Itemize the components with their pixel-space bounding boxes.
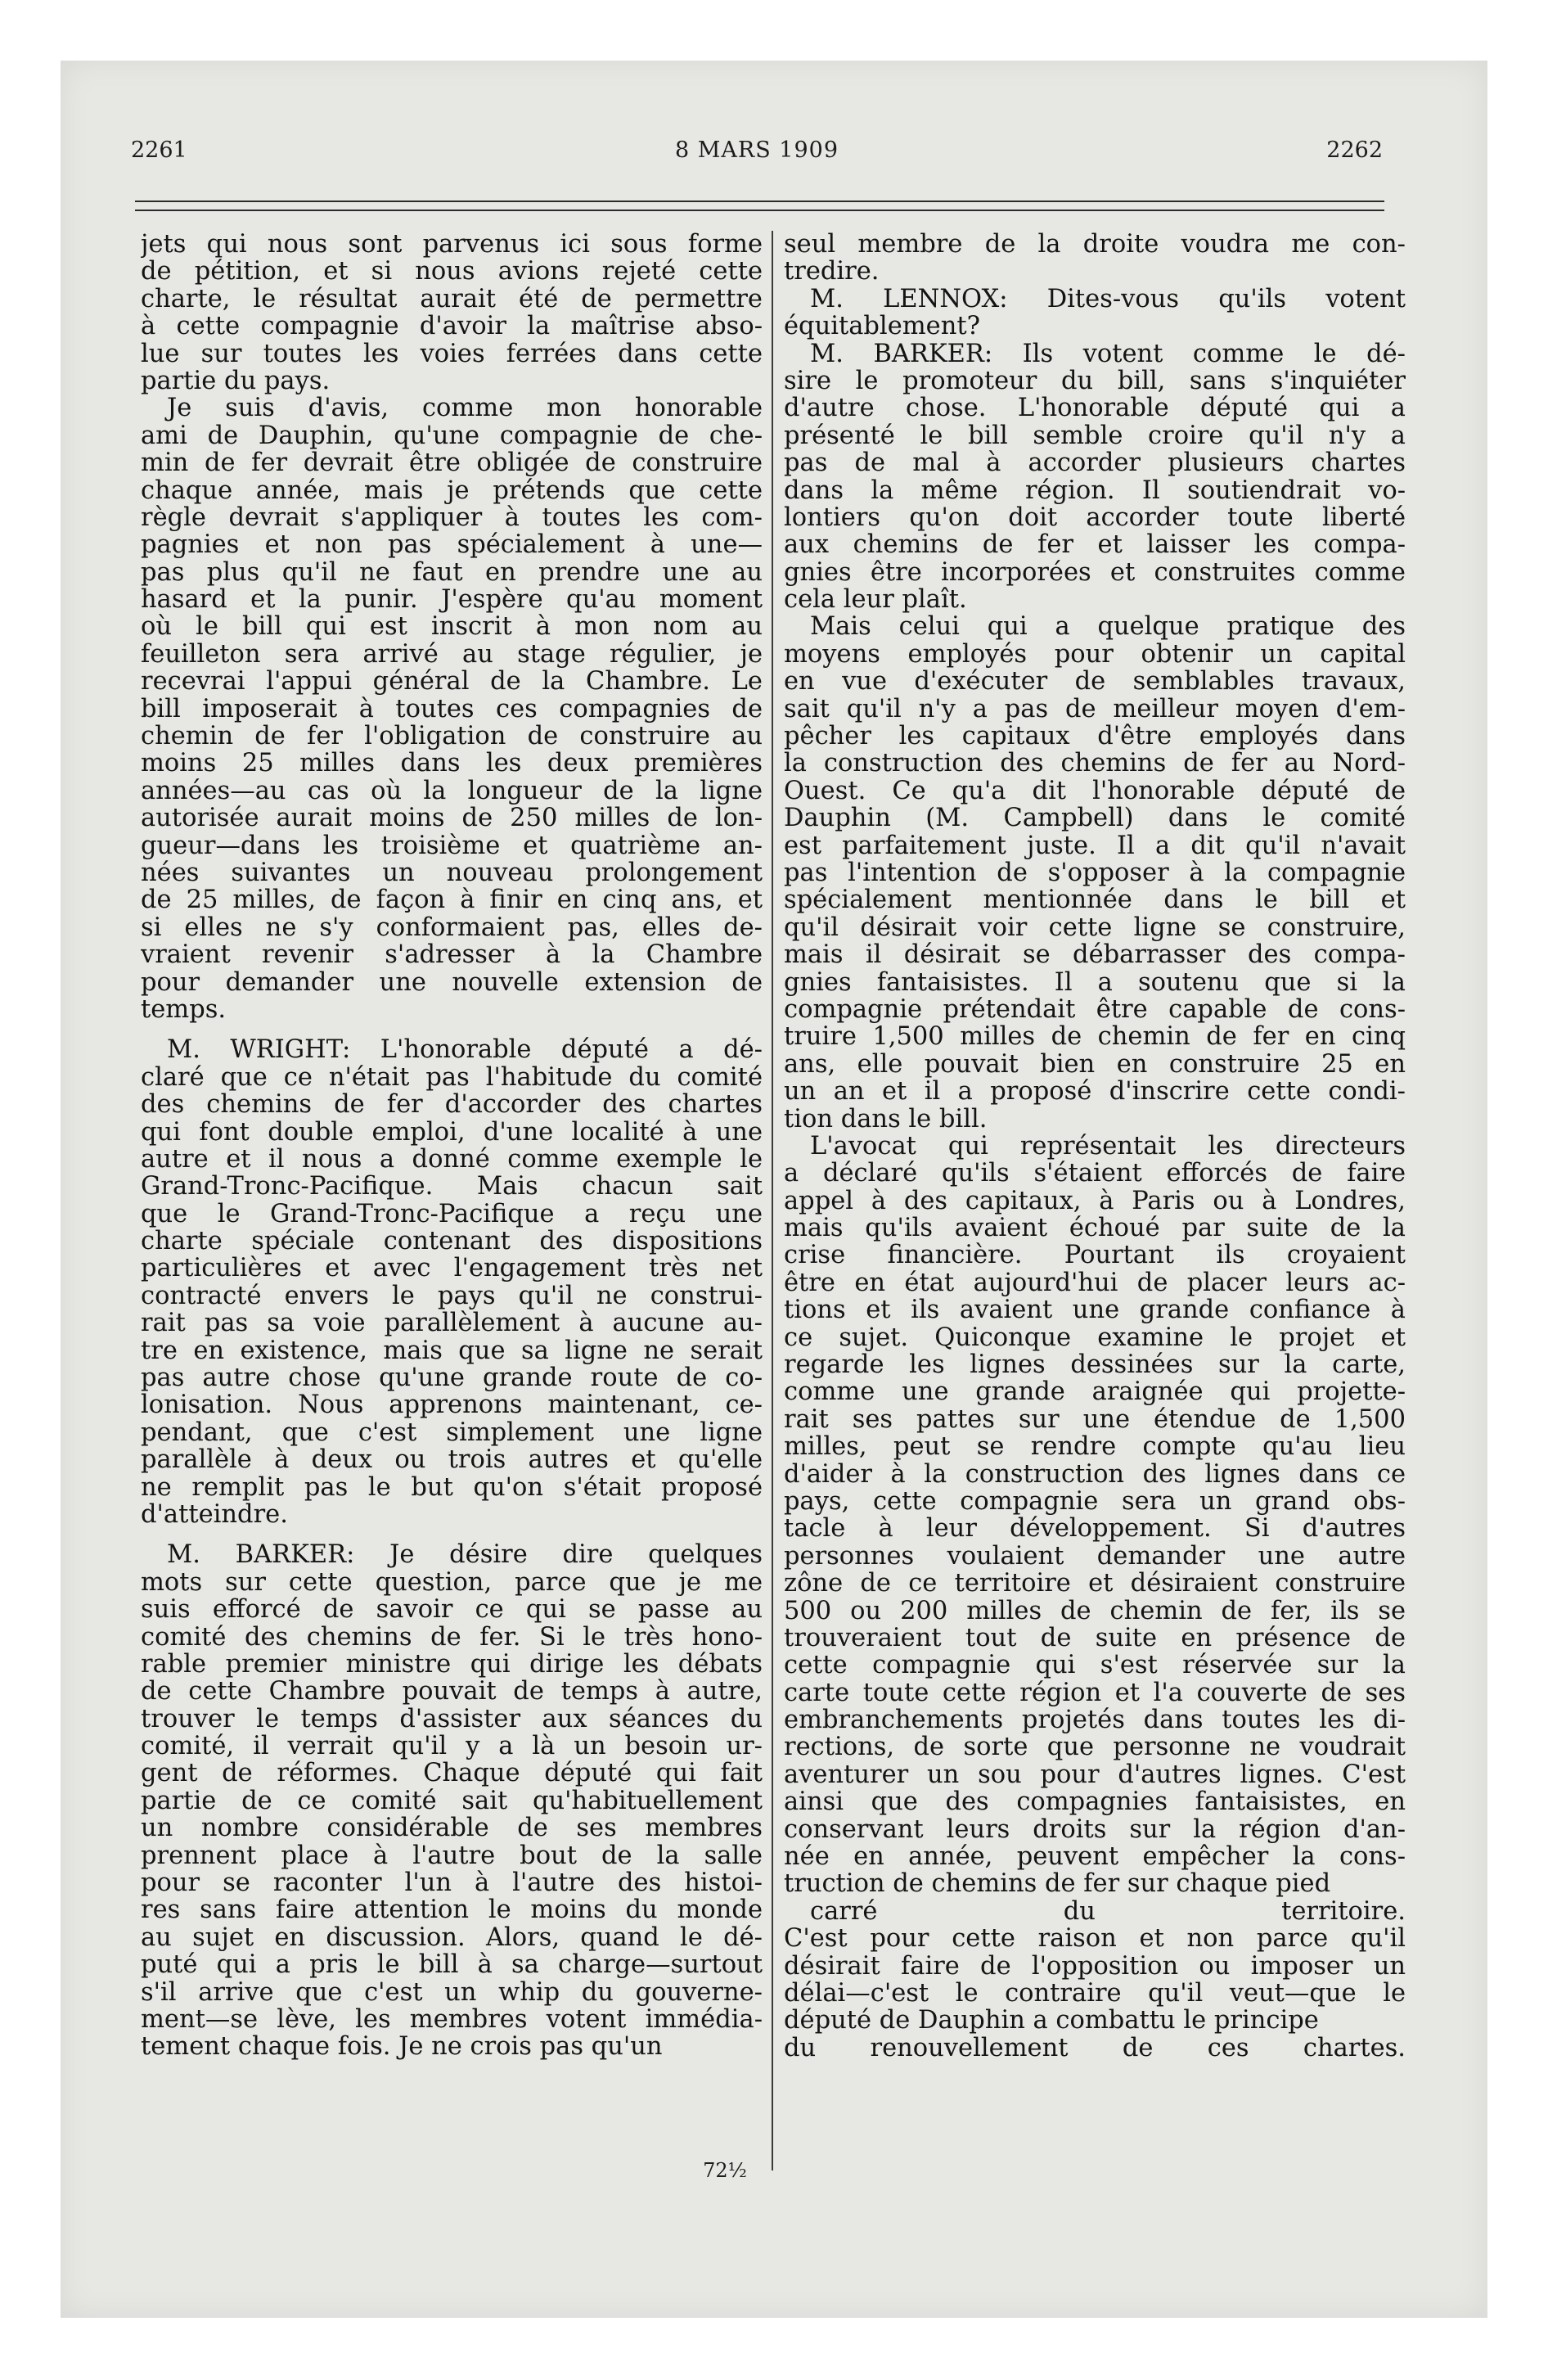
page-number-left: 2261 [131,137,187,163]
text-line: Dauphin (M. Campbell) dans le comité [784,805,1406,832]
text-line: sire le promoteur du bill, sans s'inquiéter [784,367,1406,395]
text-line: L'avocat qui représentait les directeurs [810,1132,1406,1161]
text-line: un nombre considérable de ses membres [141,1814,763,1842]
text-line: autorisée aurait moins de 250 milles de lon- [141,805,763,832]
text-line: tement chaque fois. Je ne crois pas qu'un [141,2033,663,2061]
text-line: min de fer devrait être obligée de construire [141,449,763,477]
text-line: zône de ce territoire et désiraient construire [784,1570,1406,1598]
text-line: de pétition, et si nous avions rejeté cette [141,258,763,286]
text-line: lonisation. Nous apprenons maintenant, ce- [141,1391,763,1419]
text-line: présenté le bill semble croire qu'il n'y a [784,421,1406,450]
text-line: d'autre chose. L'honorable député qui a [784,394,1406,422]
right-column [784,231,1406,2062]
text-line: d'aider à la construction des lignes dans ce [784,1460,1406,1488]
text-line: cette compagnie qui s'est réservée sur la [784,1652,1406,1679]
text-line: lontiers qu'on doit accorder toute liberté [784,503,1406,532]
text-line: de cette Chambre pouvait de temps à autre, [141,1678,763,1706]
text-line: pour demander une nouvelle extension de [141,968,763,996]
text-line: hasard et la punir. J'espère qu'au moment [141,586,763,614]
text-line: particulières et avec l'engagement très net [141,1255,763,1282]
text-line: qui font double emploi, d'une localité à une [141,1118,763,1146]
text-line: pour se raconter l'un à l'autre des histoi- [141,1869,763,1897]
text-line: d'atteindre. [141,1500,288,1529]
text-line: tions et ils avaient une grande confiance à [784,1296,1406,1324]
paragraph-gap [141,1528,763,1541]
text-line: autre et il nous a donné comme exemple le [141,1145,763,1174]
paragraph-gap [141,1023,763,1036]
text-line: ami de Dauphin, qu'une compagnie de che- [141,421,763,450]
text-line: comité, il verrait qu'il y a là un besoin ur- [141,1733,763,1760]
text-line: tion dans le bill. [784,1105,988,1133]
page-number-right: 2262 [1326,137,1383,163]
text-line: Grand-Tronc-Pacifique. Mais chacun sait [141,1173,763,1201]
text-line: mais qu'ils avaient échoué par suite de la [784,1215,1406,1242]
column-divider [772,231,773,2170]
text-line: Mais celui qui a quelque pratique des [810,613,1406,641]
text-line: appel à des capitaux, à Paris ou à Londres, [784,1187,1406,1215]
text-line: temps. [141,995,227,1024]
page-title: 8 MARS 1909 [674,137,839,163]
text-line: aventurer un sou pour d'autres lignes. C'est [784,1760,1406,1789]
text-line: député de Dauphin a combattu le principe [784,2007,1319,2035]
text-line: conservant leurs droits sur la région d'an- [784,1815,1406,1844]
text-line: où le bill qui est inscrit à mon nom au [141,613,763,641]
text-line: M. BARKER: Ils votent comme le dé- [810,340,1406,367]
text-line: regarde les lignes dessinées sur la carte, [784,1351,1406,1379]
text-line: née en année, peuvent empêcher la cons- [784,1843,1406,1871]
text-line: a déclaré qu'ils s'étaient efforcés de faire [784,1160,1406,1188]
text-line: crise financière. Pourtant ils croyaient [784,1242,1406,1269]
text-line: carte toute cette région et l'a couverte de ses [784,1679,1406,1707]
text-line: truire 1,500 milles de chemin de fer en cinq [784,1023,1406,1051]
text-line: truction de chemins de fer sur chaque pied [784,1870,1331,1898]
text-line: de 25 milles, de façon à finir en cinq ans, et [141,886,763,914]
text-line: mais il désirait se débarrasser des compa- [784,941,1406,969]
text-line: partie de ce comité sait qu'habituellement [141,1787,763,1815]
text-line: règle devrait s'appliquer à toutes les com- [141,503,763,532]
text-line: ans, elle pouvait bien en construire 25 en [784,1050,1406,1079]
text-line: pas plus qu'il ne faut en prendre une au [141,558,763,587]
text-line: claré que ce n'était pas l'habitude du comité [141,1063,763,1092]
text-line: M. WRIGHT: L'honorable député a dé- [167,1036,763,1064]
text-line: comme une grande araignée qui projette- [784,1378,1406,1406]
text-line: embranchements projetés dans toutes les di- [784,1706,1406,1734]
text-line: 500 ou 200 milles de chemin de fer, ils se [784,1597,1406,1625]
text-line: prennent place à l'autre bout de la salle [141,1841,763,1870]
text-line: compagnie prétendait être capable de cons- [784,995,1406,1024]
text-line: gueur—dans les troisième et quatrième an- [141,832,763,859]
text-line: pays, cette compagnie sera un grand obs- [784,1487,1406,1516]
text-line: tre en existence, mais que sa ligne ne serait [141,1336,763,1365]
text-line: un an et il a proposé d'inscrire cette condi- [784,1078,1406,1106]
text-line: spécialement mentionnée dans le bill et [784,886,1406,914]
text-line: dans la même région. Il soutiendrait vo- [784,476,1406,504]
text-line: ainsi que des compagnies fantaisistes, en [784,1788,1406,1816]
text-line: ment—se lève, les membres votent immédia- [141,2006,763,2034]
text-line: la construction des chemins de fer au Nord- [784,750,1406,778]
text-line: aux chemins de fer et laisser les compa- [784,531,1406,559]
text-line: pas de mal à accorder plusieurs chartes [784,449,1406,477]
text-line: des chemins de fer d'accorder des chartes [141,1091,763,1119]
header-rule-bottom [135,210,1384,211]
text-line: res sans faire attention le moins du monde [141,1896,763,1924]
text-line: nées suivantes un nouveau prolongement [141,859,763,887]
text-line: désirait faire de l'opposition ou imposer un [784,1952,1406,1980]
text-line: contracté envers le pays qu'il ne construi- [141,1282,763,1310]
text-line: lue sur toutes les voies ferrées dans cette [141,340,763,367]
text-line: recevrai l'appui général de la Chambre. Le [141,668,763,696]
text-line: tredire. [784,258,880,286]
text-line: parallèle à deux ou trois autres et qu'elle [141,1446,763,1474]
text-line: tacle à leur développement. Si d'autres [784,1515,1406,1543]
text-line: qu'il désirait voir cette ligne se construire, [784,913,1406,942]
text-line: gnies être incorporées et construites comme [784,558,1406,587]
text-line: trouveraient tout de suite en présence de [784,1624,1406,1652]
header-rule-top [135,201,1384,202]
text-line: M. LENNOX: Dites-vous qu'ils votent [810,285,1406,313]
text-line: si elles ne s'y conformaient pas, elles de- [141,913,763,942]
text-line: charte, le résultat aurait été de permettre [141,285,763,313]
text-line: C'est pour cette raison et non parce qu'il [784,1925,1406,1953]
text-line: rable premier ministre qui dirige les débats [141,1650,763,1679]
text-line: mots sur cette question, parce que je me [141,1568,763,1597]
text-line: jets qui nous sont parvenus ici sous forme [141,231,763,259]
text-line: trouver le temps d'assister aux séances du [141,1705,763,1733]
text-line: au sujet en discussion. Alors, quand le dé- [141,1923,763,1952]
text-line: charte spéciale contenant des dispositions [141,1228,763,1255]
text-line: délai—c'est le contraire qu'il veut—que le [784,1980,1406,2008]
text-line: carré du territoire. [810,1897,1406,1926]
text-line: ne remplit pas le but qu'on s'était proposé [141,1473,763,1501]
text-line: pêcher les capitaux d'être employés dans [784,723,1406,751]
text-line: rait ses pattes sur une étendue de 1,500 [784,1405,1406,1434]
text-line: personnes voulaient demander une autre [784,1542,1406,1571]
text-line: que le Grand-Tronc-Pacifique a reçu une [141,1200,763,1228]
text-line: chemin de fer l'obligation de construire au [141,723,763,751]
text-line: est parfaitement juste. Il a dit qu'il n'avait [784,832,1406,859]
text-line: gent de réformes. Chaque député qui fait [141,1760,763,1787]
text-line: milles, peut se rendre compte qu'au lieu [784,1433,1406,1461]
page-mark: 72½ [703,2159,747,2182]
text-line: vraient revenir s'adresser à la Chambre [141,941,763,969]
text-line: suis efforcé de savoir ce qui se passe au [141,1596,763,1624]
text-line: à cette compagnie d'avoir la maîtrise abso- [141,313,763,340]
text-line: rait pas sa voie parallèlement à aucune au- [141,1309,763,1337]
text-line: sait qu'il n'y a pas de meilleur moyen d'em- [784,695,1406,723]
text-line: rections, de sorte que personne ne voudrait [784,1733,1406,1761]
text-line: moyens employés pour obtenir un capital [784,640,1406,669]
left-column [141,231,763,2061]
text-line: puté qui a pris le bill à sa charge—surtout [141,1951,763,1979]
text-line: être en état aujourd'hui de placer leurs ac- [784,1269,1406,1297]
text-line: en vue d'exécuter de semblables travaux, [784,668,1406,696]
text-line: cela leur plaît. [784,586,967,614]
text-line: partie du pays. [141,367,331,395]
text-line: comité des chemins de fer. Si le très hono- [141,1623,763,1651]
text-line: seul membre de la droite voudra me con- [784,231,1406,259]
text-line: pendant, que c'est simplement une ligne [141,1418,763,1447]
text-line: ce sujet. Quiconque examine le projet et [784,1323,1406,1352]
text-line: s'il arrive que c'est un whip du gouverne- [141,1978,763,2006]
text-line: M. BARKER: Je désire dire quelques [167,1541,763,1569]
text-line: pas autre chose qu'une grande route de co- [141,1364,763,1392]
text-line: Je suis d'avis, comme mon honorable [167,394,763,422]
text-line: gnies fantaisistes. Il a soutenu que si la [784,968,1406,996]
text-line: bill imposerait à toutes ces compagnies de [141,695,763,723]
text-line: chaque année, mais je prétends que cette [141,476,763,504]
text-line: feuilleton sera arrivé au stage régulier, je [141,640,763,669]
text-line: Ouest. Ce qu'a dit l'honorable député de [784,777,1406,805]
text-line: pas l'intention de s'opposer à la compagnie [784,859,1406,887]
text-line: équitablement? [784,313,980,340]
text-line: du renouvellement de ces chartes. [784,2034,1406,2062]
text-line: moins 25 milles dans les deux premières [141,750,763,778]
text-line: pagnies et non pas spécialement à une— [141,531,763,559]
page-header [131,137,1383,187]
text-line: années—au cas où la longueur de la ligne [141,777,763,805]
